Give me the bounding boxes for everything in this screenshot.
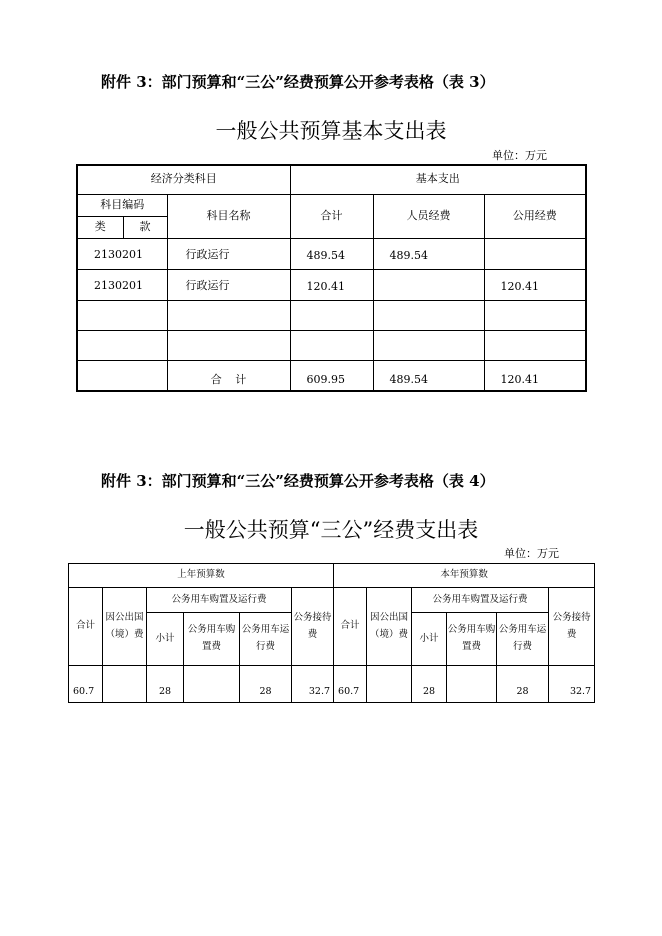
- header-total: 合计: [290, 194, 373, 238]
- last-reception-value: 32.7: [292, 666, 334, 703]
- header-item: 款: [123, 216, 167, 238]
- row-total: 120.41: [290, 269, 373, 300]
- empty-row: [77, 300, 586, 330]
- table3-unit: 单位：万元: [492, 149, 547, 162]
- sum-row: [77, 360, 586, 391]
- sum-label: 合 计: [167, 360, 290, 391]
- header-this-purchase: 公务用车购置费: [447, 613, 497, 666]
- row-total: 489.54: [290, 238, 373, 269]
- this-subtotal-value: 28: [412, 666, 447, 703]
- header-basic-expenditure: 基本支出: [290, 165, 586, 194]
- header-last-reception: 公务接待费: [292, 588, 334, 666]
- last-run-value: 28: [240, 666, 292, 703]
- header-last-purchase: 公务用车购置费: [184, 613, 240, 666]
- row-personnel: [373, 269, 484, 300]
- header-last-total: 合计: [69, 588, 103, 666]
- header-personnel: 人员经费: [373, 194, 484, 238]
- header-public-use: 公用经费: [484, 194, 586, 238]
- last-abroad-value: [103, 666, 147, 703]
- row-name: 行政运行: [167, 238, 290, 269]
- header-subject-code: 科目编码: [77, 194, 167, 216]
- header-last-abroad: 因公出国（境）费: [103, 588, 147, 666]
- row-name: 行政运行: [167, 269, 290, 300]
- table-row: [77, 269, 586, 300]
- header-class: 类: [77, 216, 123, 238]
- table4-title: 一般公共预算“三公”经费支出表: [183, 518, 479, 542]
- last-total-value: 60.7: [69, 666, 103, 703]
- row-code: 2130201: [77, 269, 167, 300]
- table4-heading: 附件 3：部门预算和“三公”经费预算公开参考表格（表 4）: [101, 472, 495, 490]
- header-last-year: 上年预算数: [69, 564, 334, 588]
- row-public-use: 120.41: [484, 269, 586, 300]
- sum-public-use: 120.41: [484, 360, 586, 391]
- header-this-vehicle: 公务用车购置及运行费: [412, 588, 549, 613]
- this-total-value: 60.7: [334, 666, 367, 703]
- header-last-run: 公务用车运行费: [240, 613, 292, 666]
- row-code: 2130201: [77, 238, 167, 269]
- row-personnel: 489.54: [373, 238, 484, 269]
- row-public-use: [484, 238, 586, 269]
- header-this-subtotal: 小计: [412, 613, 447, 666]
- three-public-expenses-table: [68, 563, 595, 703]
- header-this-run: 公务用车运行费: [497, 613, 549, 666]
- header-this-abroad: 因公出国（境）费: [367, 588, 412, 666]
- table-row: [77, 238, 586, 269]
- header-subject-name: 科目名称: [167, 194, 290, 238]
- table-row: [69, 666, 595, 703]
- empty-row: [77, 330, 586, 360]
- table3-title: 一般公共预算基本支出表: [215, 119, 447, 143]
- header-last-subtotal: 小计: [147, 613, 184, 666]
- header-this-total: 合计: [334, 588, 367, 666]
- last-purchase-value: [184, 666, 240, 703]
- table3-heading: 附件 3：部门预算和“三公”经费预算公开参考表格（表 3）: [101, 73, 495, 91]
- basic-expenditure-table: [76, 164, 587, 392]
- sum-total: 609.95: [290, 360, 373, 391]
- last-subtotal-value: 28: [147, 666, 184, 703]
- this-reception-value: 32.7: [549, 666, 595, 703]
- header-this-year: 本年预算数: [334, 564, 595, 588]
- table4-unit: 单位：万元: [504, 547, 559, 560]
- header-econ-category: 经济分类科目: [77, 165, 290, 194]
- this-run-value: 28: [497, 666, 549, 703]
- header-this-reception: 公务接待费: [549, 588, 595, 666]
- sum-personnel: 489.54: [373, 360, 484, 391]
- header-last-vehicle: 公务用车购置及运行费: [147, 588, 292, 613]
- this-abroad-value: [367, 666, 412, 703]
- this-purchase-value: [447, 666, 497, 703]
